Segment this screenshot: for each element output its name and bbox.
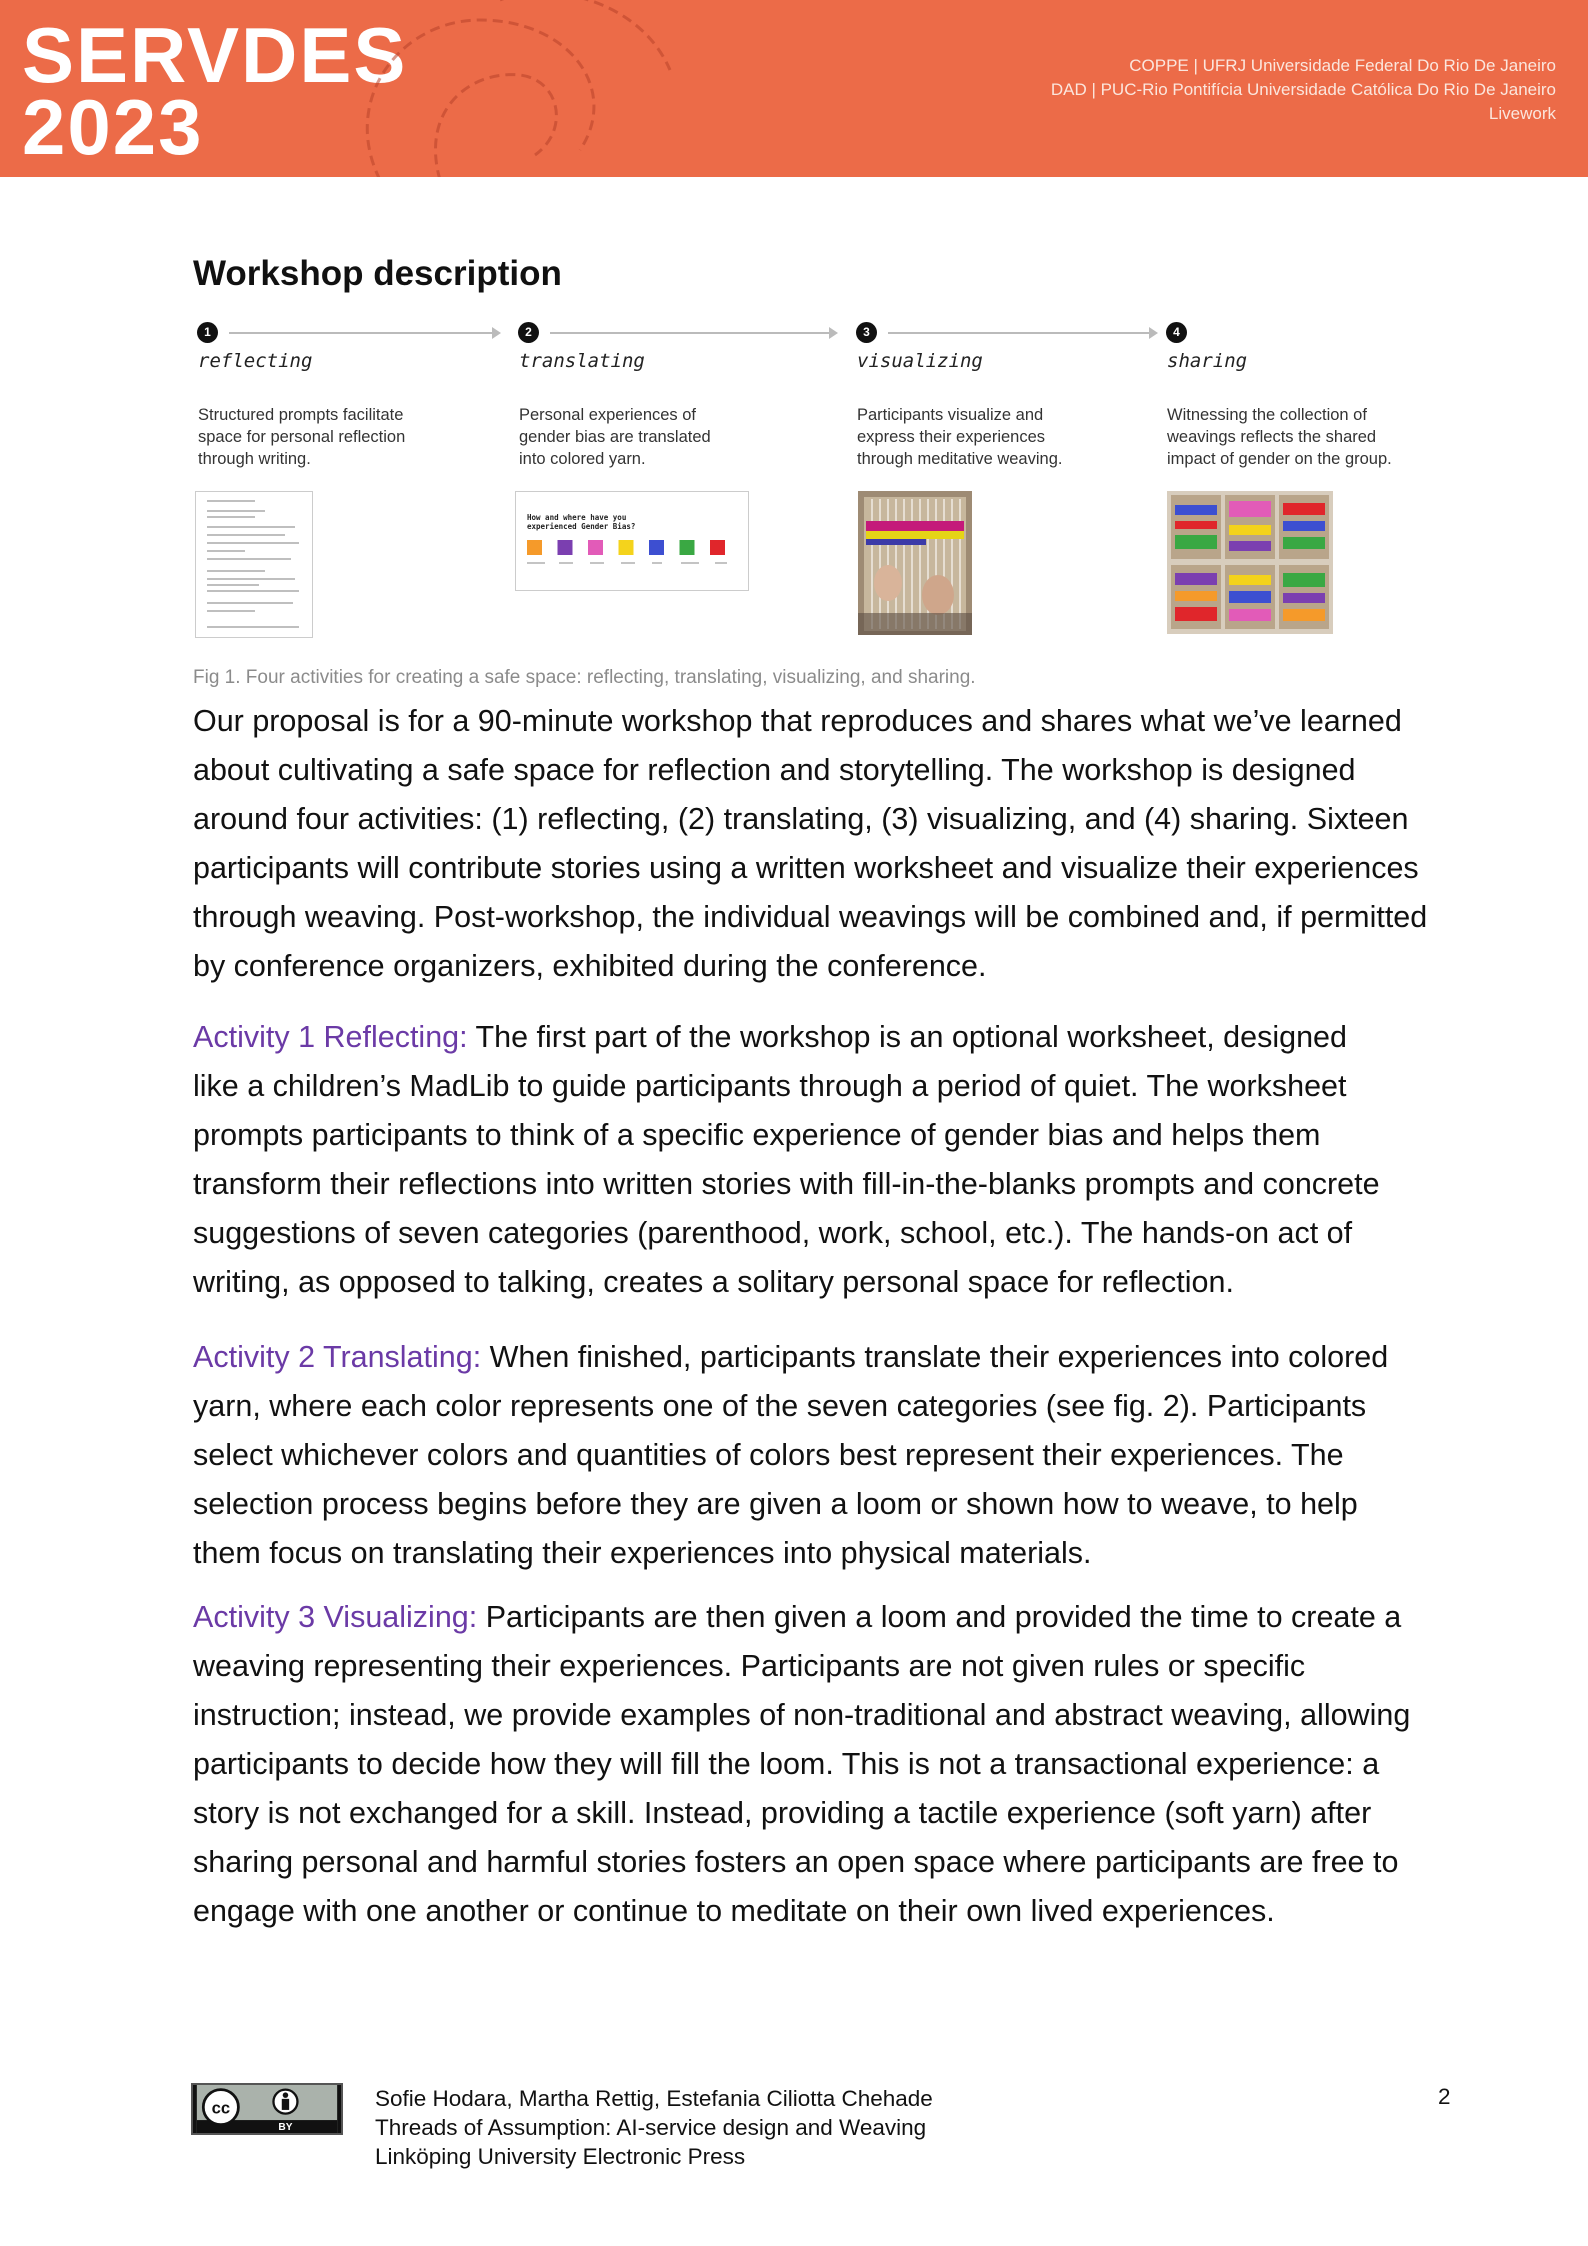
footer-citation [375, 2084, 933, 2171]
institution-line: Livework [1488, 104, 1556, 123]
paragraph-line: instruction; instead, we provide examples of non-traditional and abstract weaving, allowing [193, 1698, 1411, 1732]
step-label: reflecting [198, 350, 313, 372]
institution-line: COPPE | UFRJ Universidade Federal Do Rio De Janeiro [1129, 56, 1556, 75]
host-institutions [1051, 54, 1556, 126]
color-card-question: experienced Gender Bias? [527, 522, 636, 531]
paragraph-line: participants to decide how they will fill the loom. This is not a transactional experience: a [193, 1747, 1380, 1781]
paragraph-text: When finished, participants translate their experiences into colored [481, 1340, 1389, 1374]
cc-text: cc [211, 2098, 231, 2118]
step-description [198, 404, 478, 470]
decorative-swirl-graphic [320, 0, 720, 177]
yarn-color-card-thumbnail [515, 491, 749, 591]
paragraph-line: sharing personal and harmful stories fosters an open space where participants are free to [193, 1845, 1399, 1879]
paragraph-line: around four activities: (1) reflecting, (2) translating, (3) visualizing, and (4) sharing. Sixteen [193, 802, 1409, 836]
step-number-badge: 3 [856, 322, 877, 343]
step-number-badge: 4 [1166, 322, 1187, 343]
paragraph-line: writing, as opposed to talking, creates a solitary personal space for reflection. [193, 1265, 1234, 1299]
step-description-line: through meditative weaving. [857, 450, 1063, 468]
step-description-line: into colored yarn. [519, 450, 646, 468]
paragraph-line: by conference organizers, exhibited during the conference. [193, 949, 987, 983]
intro-paragraph [193, 697, 1493, 991]
paragraph-line: selection process begins before they are given a loom or shown how to weave, to help [193, 1487, 1358, 1521]
color-swatch [649, 540, 664, 555]
color-swatch [680, 540, 695, 555]
page-number: 2 [1438, 2084, 1451, 2109]
paragraph-line: about cultivating a safe space for reflection and storytelling. The workshop is designed [193, 753, 1356, 787]
step-description-line: Participants visualize and [857, 406, 1044, 424]
step-description [1167, 404, 1447, 470]
footer-publisher: Linköping University Electronic Press [375, 2144, 746, 2169]
paragraph-line: story is not exchanged for a skill. Instead, providing a tactile experience (soft yarn) after [193, 1796, 1372, 1830]
color-swatch [527, 540, 542, 555]
conference-logo-year: 2023 [22, 83, 204, 171]
color-swatch [710, 540, 725, 555]
paragraph-line [193, 1593, 1493, 1642]
paragraph-line: them focus on translating their experiences into physical materials. [193, 1536, 1092, 1570]
conference-logo-servdes: SERVDES [22, 11, 408, 99]
step-description-line: Witnessing the collection of [1167, 406, 1367, 424]
step-label: visualizing [857, 350, 983, 372]
paragraph-line: weaving representing their experiences. Participants are not given rules or specific [193, 1649, 1306, 1683]
paragraph-line: prompts participants to think of a specific experience of gender bias and helps them [193, 1118, 1321, 1152]
institution-line: DAD | PUC-Rio Pontifícia Universidade Católica Do Rio De Janeiro [1050, 80, 1556, 99]
activity3-paragraph [193, 1593, 1493, 1936]
creative-commons-by-badge[interactable] [191, 2083, 343, 2135]
paragraph-line: transform their reflections into written stories with fill-in-the-blanks prompts and concrete [193, 1167, 1380, 1201]
activity1-heading: Activity 1 Reflecting: [193, 1020, 468, 1054]
step-number-badge: 2 [518, 322, 539, 343]
paragraph-line [193, 1013, 1493, 1062]
footer-authors: Sofie Hodara, Martha Rettig, Estefania Ciliotta Chehade [375, 2086, 933, 2111]
conference-banner [0, 0, 1588, 177]
step-description-line: express their experiences [857, 428, 1046, 446]
activity1-paragraph [193, 1013, 1493, 1307]
paragraph-line: yarn, where each color represents one of the seven categories (see fig. 2). Participants [193, 1389, 1367, 1423]
color-card-question: How and where have you [527, 513, 627, 522]
color-swatch [558, 540, 573, 555]
step-description-line: Personal experiences of [519, 406, 697, 424]
step-description [857, 404, 1137, 470]
section-title: Workshop description [193, 254, 562, 293]
step-description-line: Structured prompts facilitate [198, 406, 404, 424]
loom-weaving-photo [858, 491, 972, 635]
step-description-line: impact of gender on the group. [1167, 450, 1392, 468]
paragraph-line: engage with one another or continue to meditate on their own lived experiences. [193, 1894, 1275, 1928]
by-text: BY [278, 2122, 293, 2134]
step-description [519, 404, 799, 470]
step-description-line: weavings reflects the shared [1167, 428, 1377, 446]
step-arrow [888, 332, 1156, 334]
paragraph-text: Participants are then given a loom and provided the time to create a [477, 1600, 1402, 1634]
worksheet-thumbnail [195, 491, 313, 638]
paragraph-line [193, 1333, 1493, 1382]
paragraph-line: through weaving. Post-workshop, the individual weavings will be combined and, if permitted [193, 900, 1428, 934]
step-label: sharing [1167, 350, 1248, 372]
color-swatch [588, 540, 603, 555]
figure-caption: Fig 1. Four activities for creating a safe space: reflecting, translating, visualizing, and sharing. [193, 667, 976, 688]
step-label: translating [519, 350, 645, 372]
step-arrow [550, 332, 836, 334]
footer-title: Threads of Assumption: AI-service design and Weaving [375, 2115, 927, 2140]
weavings-collection-photo [1167, 491, 1333, 634]
paragraph-line: participants will contribute stories using a written worksheet and visualize their experiences [193, 851, 1419, 885]
step-description-line: gender bias are translated [519, 428, 711, 446]
step-arrow [229, 332, 499, 334]
step-description-line: through writing. [198, 450, 311, 468]
step-number-badge: 1 [197, 322, 218, 343]
paragraph-line: suggestions of seven categories (parenthood, work, school, etc.). The hands-on act of [193, 1216, 1353, 1250]
activity2-heading: Activity 2 Translating: [193, 1340, 482, 1374]
paragraph-text: The first part of the workshop is an optional worksheet, designed [467, 1020, 1347, 1054]
paragraph-line: Our proposal is for a 90-minute workshop that reproduces and shares what we’ve learned [193, 704, 1402, 738]
paragraph-line: like a children’s MadLib to guide participants through a period of quiet. The worksheet [193, 1069, 1347, 1103]
activity3-heading: Activity 3 Visualizing: [193, 1600, 478, 1634]
paragraph-line: select whichever colors and quantities of colors best represent their experiences. The [193, 1438, 1344, 1472]
color-swatch [619, 540, 634, 555]
step-description-line: space for personal reflection [198, 428, 406, 446]
activity2-paragraph [193, 1333, 1493, 1578]
